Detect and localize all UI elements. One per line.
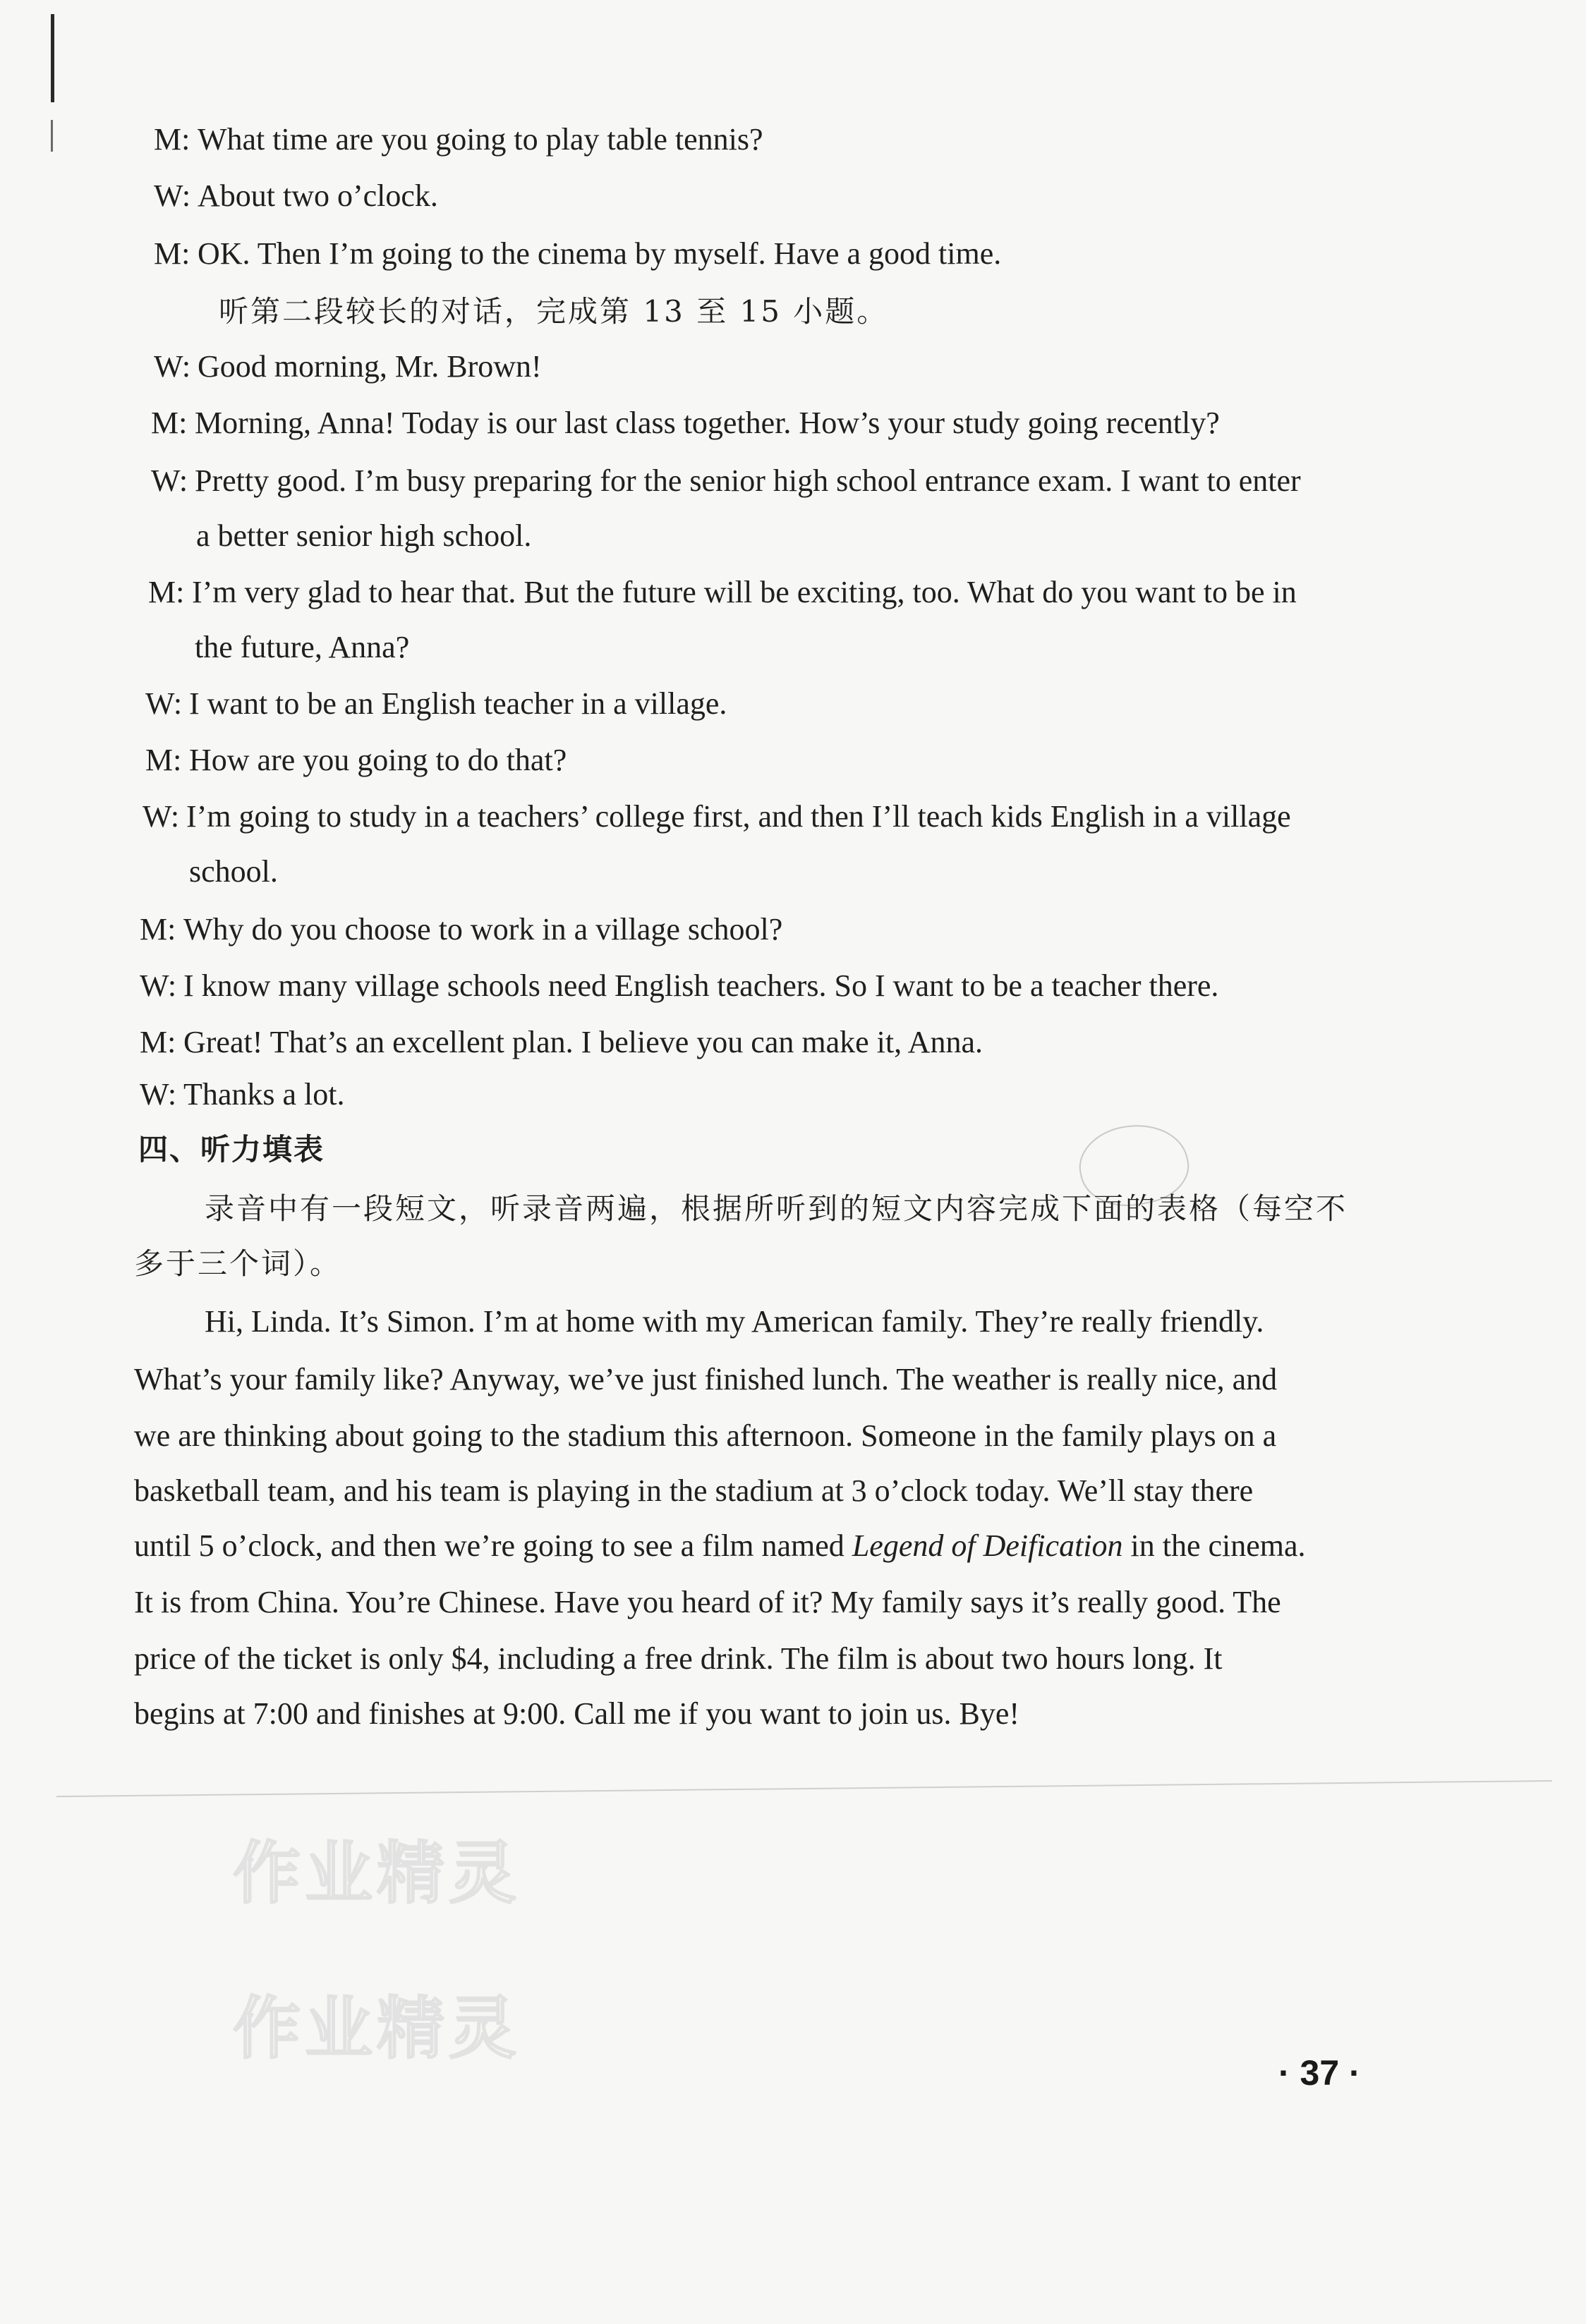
passage-text: until 5 o’clock, and then we’re going to see a film named (134, 1528, 845, 1563)
dialogue-text: About two o’clock. (198, 178, 438, 213)
passage-line: It is from China. You’re Chinese. Have you heard of it? My family says it’s really good. The (134, 1585, 1281, 1619)
dialogue-line (140, 1024, 983, 1061)
speaker-label: W: (140, 968, 177, 1003)
dialogue-line (154, 236, 1001, 272)
dialogue-text: I know many village schools need English teachers. So I want to be a teacher there. (183, 968, 1219, 1003)
dialogue-line (151, 405, 1220, 442)
passage-line: basketball team, and his team is playing in the stadium at 3 o’clock today. We’ll stay there (134, 1473, 1254, 1508)
divider (56, 1780, 1552, 1797)
speaker-label: W: (145, 686, 183, 721)
dialogue-line (140, 911, 782, 948)
passage-text: in the cinema. (1130, 1528, 1306, 1563)
passage-line: What’s your family like? Anyway, we’ve just finished lunch. The weather is really nice, and (134, 1362, 1278, 1397)
watermark: 作业精灵 (233, 1989, 521, 2068)
speaker-label: M: (154, 122, 190, 157)
dialogue-line (143, 798, 1291, 835)
speaker-label: W: (154, 178, 191, 213)
speaker-label: M: (145, 743, 182, 777)
binding-mark-secondary (51, 120, 53, 152)
dialogue-text: I want to be an English teacher in a village. (189, 686, 727, 721)
dialogue-text: Morning, Anna! Today is our last class together. How’s your study going recently? (195, 406, 1220, 440)
dialogue-line (148, 574, 1297, 611)
passage-line: we are thinking about going to the stadium this afternoon. Someone in the family plays on a (134, 1418, 1277, 1453)
speaker-label: M: (154, 236, 190, 271)
section-instruction-line2: 多于三个词）。 (134, 1246, 342, 1281)
passage-line: begins at 7:00 and finishes at 9:00. Call me if you want to join us. Bye! (134, 1696, 1020, 1731)
dialogue-text: I’m very glad to hear that. But the future will be exciting, too. What do you want to be in (192, 575, 1297, 609)
speaker-label: W: (151, 463, 188, 498)
dialogue-line (140, 1076, 345, 1113)
dialogue-text: OK. Then I’m going to the cinema by myself. Have a good time. (198, 236, 1002, 271)
speaker-label: W: (143, 799, 180, 834)
dialogue-line (154, 178, 438, 214)
dialogue-line (154, 348, 542, 385)
passage-line (134, 1528, 1306, 1564)
speaker-label: M: (148, 575, 185, 609)
dialogue-text: Why do you choose to work in a village school? (183, 912, 783, 947)
dialogue-line (145, 686, 727, 722)
dialogue-text: I’m going to study in a teachers’ college first, and then I’ll teach kids English in a village (186, 799, 1291, 834)
dialogue-continuation: school. (189, 854, 278, 889)
dialogue-text: Thanks a lot. (183, 1077, 345, 1112)
binding-mark (51, 14, 54, 102)
passage-line: Hi, Linda. It’s Simon. I’m at home with my American family. They’re really friendly. (205, 1304, 1264, 1339)
dialogue-text: Good morning, Mr. Brown! (198, 349, 542, 384)
dialogue-line (151, 463, 1301, 499)
dialogue-line (145, 742, 567, 779)
dialogue-text: What time are you going to play table tennis? (198, 122, 763, 157)
instruction-part2: 听第二段较长的对话，完成第 13 至 15 小题。 (219, 294, 889, 329)
watermark: 作业精灵 (233, 1834, 521, 1913)
speaker-label: M: (140, 912, 176, 947)
speaker-label: M: (140, 1025, 176, 1059)
dialogue-text: Great! That’s an excellent plan. I believe you can make it, Anna. (183, 1025, 983, 1059)
page-number: · 37 · (1278, 2053, 1361, 2093)
speaker-label: M: (151, 406, 188, 440)
dialogue-line (140, 968, 1218, 1004)
passage-line: price of the ticket is only $4, including a free drink. The film is about two hours long. It (134, 1641, 1223, 1676)
speaker-label: W: (154, 349, 191, 384)
section-instruction-line1: 录音中有一段短文，听录音两遍，根据所听到的短文内容完成下面的表格（每空不 (205, 1191, 1348, 1226)
dialogue-text: Pretty good. I’m busy preparing for the senior high school entrance exam. I want to enter (195, 463, 1301, 498)
dialogue-text: How are you going to do that? (189, 743, 567, 777)
speaker-label: W: (140, 1077, 177, 1112)
film-title: Legend of Deification (852, 1528, 1123, 1563)
section-title: 四、听力填表 (138, 1132, 325, 1167)
dialogue-continuation: a better senior high school. (196, 518, 532, 553)
dialogue-line (154, 121, 763, 158)
dialogue-continuation: the future, Anna? (195, 630, 410, 664)
